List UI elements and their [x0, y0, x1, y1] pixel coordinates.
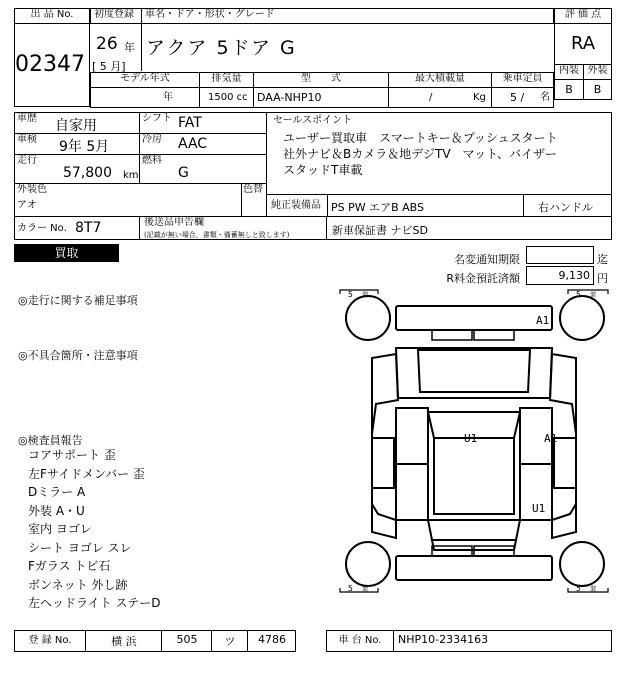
capacity-box — [491, 87, 554, 108]
color-no: 8T7 — [75, 220, 102, 236]
name-change-unit: 迄 — [597, 253, 608, 266]
first-reg-year: 26 — [96, 34, 118, 54]
diagram-tag: 5 — [576, 290, 581, 299]
model-type: DAA-NHP10 — [253, 87, 389, 108]
reg-number: 4786 — [258, 633, 286, 646]
repaint-box — [241, 183, 267, 217]
chassis-divider — [393, 630, 394, 652]
diagram-tag-sub: 製 — [362, 586, 369, 593]
exterior-grade: B — [583, 79, 612, 100]
shift: FAT — [178, 115, 202, 131]
load-label: 最大積載量 — [388, 72, 492, 88]
mileage-box — [14, 154, 140, 184]
inspector-line: シート ヨゴレ スレ — [28, 540, 132, 555]
score-label: 評 価 点 — [554, 8, 612, 24]
interior-label: 内装 — [554, 64, 584, 80]
capacity: 5 / — [510, 91, 525, 104]
type-label: 型 式 — [253, 72, 389, 88]
model-year-box — [90, 87, 200, 108]
capacity-unit: 名 — [540, 92, 550, 103]
inspector-label: ◎検査員報告 — [18, 434, 83, 447]
first-reg-label: 初度登録 — [90, 8, 142, 24]
driving-notes-label: ◎走行に関する補足事項 — [18, 294, 138, 307]
notify-box — [139, 216, 327, 240]
ac-label: 冷房 — [142, 134, 162, 145]
load-box — [388, 87, 492, 108]
sales-point-box — [266, 112, 612, 195]
reg-city: 横 浜 — [111, 635, 137, 648]
inspector-line: ボンネット 外し跡 — [28, 577, 128, 592]
reg-label: 登 録 No. — [28, 635, 72, 646]
load-separator: / — [429, 92, 433, 103]
equipment: PS PW エアB ABS — [327, 194, 524, 217]
color-no-label: カラー No. — [17, 223, 67, 234]
sales-point-lines — [283, 130, 558, 178]
name-change-label: 名変通知期限 — [454, 253, 520, 266]
steering-side: 右ハンドル — [523, 194, 612, 217]
diagram-tag: 5 — [348, 584, 353, 593]
lot-number-label: 出 品 No. — [14, 8, 90, 24]
interior-grade: B — [554, 79, 584, 100]
inspector-line: Dミラー A — [28, 485, 86, 499]
sales-line: スタッドT車載 — [283, 163, 363, 177]
color: アオ — [17, 200, 37, 211]
first-reg-month: [ 5 月] — [92, 60, 126, 73]
inspector-line: Fガラス トビ石 — [28, 559, 111, 573]
inspector-line: 外装 A・U — [28, 503, 85, 518]
shift-box — [139, 112, 267, 134]
damage-mark-right-door: A1 — [544, 432, 558, 445]
name-change-value — [526, 246, 594, 264]
diagram-tag-sub: 製 — [590, 586, 597, 593]
inspector-line: 室内 ヨゴレ — [28, 522, 92, 536]
recycle-unit: 円 — [597, 272, 608, 285]
car-name: アクア 5ドア G — [146, 37, 297, 59]
load-unit: Kg — [473, 92, 486, 103]
score: RA — [554, 23, 612, 65]
model-year-label: モデル年式 — [90, 72, 200, 88]
inspector-line: 左ヘッドライト ステーD — [28, 596, 161, 610]
color-no-box — [14, 216, 140, 240]
diagram-tag: 5 — [576, 584, 581, 593]
capacity-label: 乗車定員 — [491, 72, 554, 88]
fuel-box — [139, 154, 267, 184]
history-label: 車歴 — [17, 113, 37, 124]
notify-note: (記載が無い場合，書類・備蓄無しと致します) — [144, 231, 290, 239]
displacement-label: 排気量 — [199, 72, 254, 88]
equipment-label: 純正装備品 — [266, 194, 328, 217]
model-year-unit: 年 — [163, 92, 173, 103]
chassis-number: NHP10-2334163 — [398, 633, 489, 646]
recycle-amount: 9,130 — [526, 266, 594, 285]
mileage: 57,800 — [63, 165, 112, 181]
inspection-box — [14, 133, 140, 155]
repaint-label: 色替 — [243, 184, 263, 195]
ac: AAC — [178, 136, 208, 152]
inspection-label: 車検 — [17, 134, 37, 145]
history: 自家用 — [55, 118, 97, 134]
lot-number-box — [14, 23, 90, 107]
color-label: 外装色 — [17, 184, 47, 195]
displacement: 1500 cc — [199, 87, 254, 108]
mileage-label: 走行 — [17, 155, 37, 166]
damage-mark-front-bumper: A1 — [536, 314, 550, 327]
fuel-label: 燃料 — [142, 155, 162, 166]
warranty: 新車保証書 ナビSD — [326, 216, 612, 240]
diagram-tag-sub: 製 — [362, 292, 369, 299]
year-unit: 年 — [124, 41, 135, 54]
sales-point-label: セールスポイント — [273, 115, 353, 126]
inspector-line: コアサポート 歪 — [28, 448, 116, 462]
reg-kana: ツ — [224, 635, 236, 648]
car-name-label: 車名・ドア・形状・グレード — [141, 8, 554, 24]
inspector-line: 左Fサイドメンバー 歪 — [28, 466, 145, 481]
purchase-tag: 買取 — [14, 244, 119, 262]
history-box — [14, 112, 140, 134]
damage-mark-right-rear: U1 — [532, 502, 546, 515]
reg-class: 505 — [176, 633, 198, 646]
defects-label: ◎不具合箇所・注意事項 — [18, 349, 138, 362]
exterior-label: 外装 — [583, 64, 612, 80]
recycle-label: R料金預託済額 — [446, 272, 520, 285]
car-damage-diagram — [336, 288, 612, 606]
damage-mark-roof: U1 — [464, 432, 478, 445]
chassis-label: 車 台 No. — [338, 635, 382, 646]
ac-box — [139, 133, 267, 155]
inspection: 9年 5月 — [59, 139, 110, 155]
header-divider — [141, 23, 142, 71]
diagram-tag-sub: 製 — [590, 292, 597, 299]
diagram-tag: 5 — [348, 290, 353, 299]
lot-number: 02347 — [15, 52, 85, 77]
sales-line: 社外ナビ＆Bカメラ＆地デジTV マット、バイザー — [283, 147, 557, 161]
notify-label: 後送品申告欄 — [144, 217, 204, 228]
fuel: G — [178, 165, 189, 181]
sales-line: ユーザー買取車 スマートキー＆プッシュスタート — [283, 131, 558, 145]
color-box — [14, 183, 242, 217]
shift-label: シフト — [142, 113, 172, 124]
inspector-lines — [28, 446, 160, 613]
mileage-unit: km — [123, 170, 139, 181]
